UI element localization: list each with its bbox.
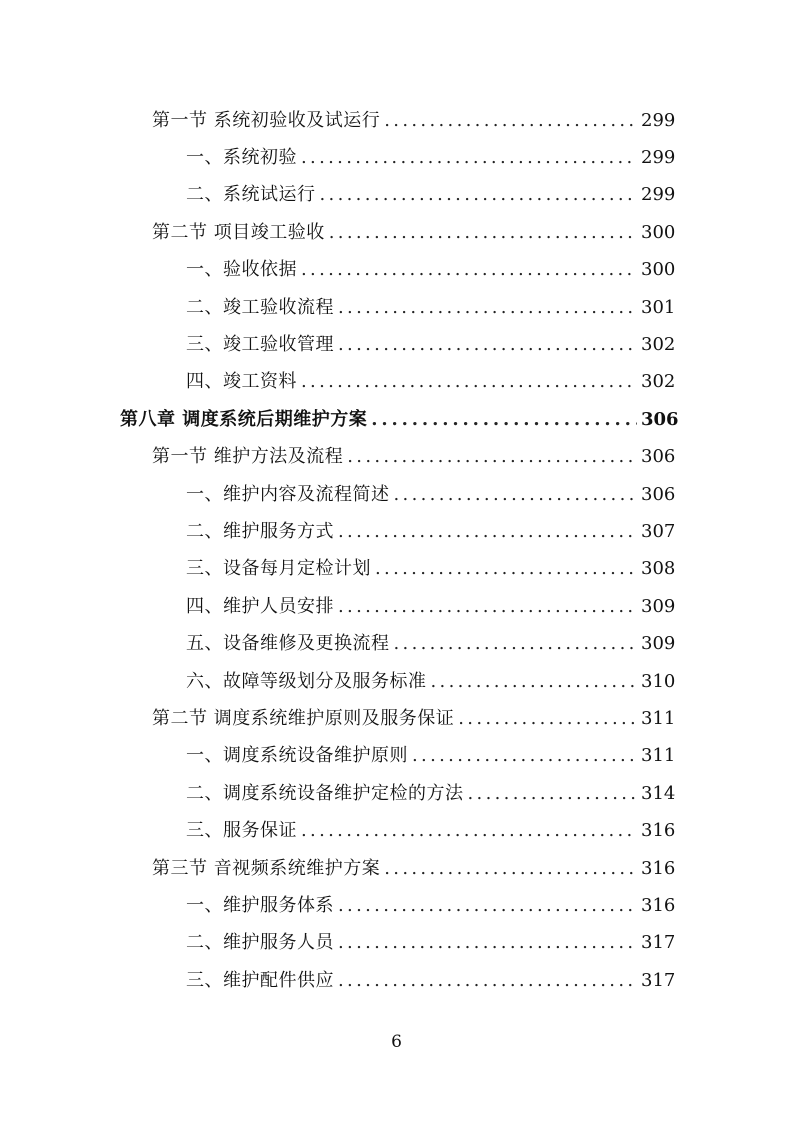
toc-entry bbox=[0, 928, 793, 954]
toc-entry-title: 第一节 系统初验收及试运行 bbox=[152, 109, 381, 131]
toc-entry bbox=[0, 405, 793, 431]
toc-item-row[interactable] bbox=[0, 549, 793, 586]
toc-entry-page: 309 bbox=[641, 595, 676, 617]
toc-entry bbox=[0, 106, 793, 132]
toc-entry-page: 316 bbox=[641, 820, 676, 842]
toc-section-row[interactable] bbox=[0, 848, 793, 885]
toc-leader-dots bbox=[338, 895, 637, 916]
toc-leader-dots bbox=[301, 820, 637, 841]
toc-chapter-row[interactable] bbox=[0, 399, 793, 436]
toc-item-row[interactable] bbox=[0, 885, 793, 922]
table-of-contents bbox=[0, 100, 793, 997]
toc-item-row[interactable] bbox=[0, 623, 793, 660]
toc-entry bbox=[0, 367, 793, 393]
toc-entry bbox=[0, 255, 793, 281]
toc-leader-dots bbox=[468, 783, 638, 804]
toc-entry bbox=[0, 704, 793, 730]
toc-entry bbox=[0, 854, 793, 880]
toc-leader-dots bbox=[329, 222, 637, 243]
toc-leader-dots bbox=[301, 259, 637, 280]
toc-section-row[interactable] bbox=[0, 212, 793, 249]
toc-entry bbox=[0, 629, 793, 655]
toc-leader-dots bbox=[431, 671, 638, 692]
toc-entry bbox=[0, 480, 793, 506]
toc-item-row[interactable] bbox=[0, 773, 793, 810]
toc-entry-page: 299 bbox=[641, 109, 676, 131]
toc-item-row[interactable] bbox=[0, 960, 793, 997]
toc-leader-dots bbox=[384, 858, 637, 879]
toc-section-row[interactable] bbox=[0, 100, 793, 137]
toc-entry-title: 六、故障等级划分及服务标准 bbox=[186, 670, 427, 692]
toc-entry-page: 302 bbox=[641, 371, 676, 393]
toc-entry-page: 300 bbox=[641, 221, 676, 243]
toc-item-row[interactable] bbox=[0, 250, 793, 287]
toc-entry bbox=[0, 554, 793, 580]
toc-entry-page: 301 bbox=[641, 296, 676, 318]
toc-entry bbox=[0, 330, 793, 356]
toc-leader-dots bbox=[375, 558, 637, 579]
toc-entry-title: 一、调度系统设备维护原则 bbox=[186, 745, 408, 767]
page-number: 6 bbox=[391, 1032, 402, 1052]
toc-leader-dots bbox=[412, 745, 637, 766]
toc-entry bbox=[0, 143, 793, 169]
toc-leader-dots bbox=[384, 110, 637, 131]
toc-entry-title: 一、系统初验 bbox=[186, 147, 297, 169]
toc-leader-dots bbox=[347, 446, 637, 467]
toc-entry bbox=[0, 667, 793, 693]
toc-leader-dots bbox=[394, 484, 638, 505]
toc-entry-title: 三、竣工验收管理 bbox=[186, 334, 334, 356]
toc-entry-title: 三、维护配件供应 bbox=[186, 969, 334, 991]
toc-item-row[interactable] bbox=[0, 810, 793, 847]
toc-entry bbox=[0, 517, 793, 543]
toc-entry-title: 第一节 维护方法及流程 bbox=[152, 446, 344, 468]
toc-section-row[interactable] bbox=[0, 698, 793, 735]
toc-item-row[interactable] bbox=[0, 287, 793, 324]
toc-entry-title: 二、调度系统设备维护定检的方法 bbox=[186, 782, 464, 804]
toc-entry-title: 五、设备维修及更换流程 bbox=[186, 633, 390, 655]
toc-entry bbox=[0, 891, 793, 917]
toc-entry bbox=[0, 218, 793, 244]
toc-leader-dots bbox=[338, 334, 637, 355]
toc-entry-page: 314 bbox=[641, 782, 676, 804]
toc-entry-page: 307 bbox=[641, 520, 676, 542]
toc-leader-dots bbox=[371, 409, 637, 430]
toc-section-row[interactable] bbox=[0, 437, 793, 474]
toc-entry bbox=[0, 966, 793, 992]
toc-entry-title: 三、设备每月定检计划 bbox=[186, 558, 371, 580]
toc-item-row[interactable] bbox=[0, 324, 793, 361]
toc-entry-page: 311 bbox=[641, 745, 676, 767]
toc-entry-page: 299 bbox=[641, 147, 676, 169]
toc-entry-title: 第二节 调度系统维护原则及服务保证 bbox=[152, 707, 455, 729]
toc-item-row[interactable] bbox=[0, 362, 793, 399]
toc-entry bbox=[0, 816, 793, 842]
toc-item-row[interactable] bbox=[0, 137, 793, 174]
toc-entry-page: 316 bbox=[641, 857, 676, 879]
toc-entry-page: 309 bbox=[641, 633, 676, 655]
toc-entry-page: 300 bbox=[641, 259, 676, 281]
toc-item-row[interactable] bbox=[0, 586, 793, 623]
toc-entry-title: 第八章 调度系统后期维护方案 bbox=[120, 408, 368, 430]
toc-leader-dots bbox=[320, 184, 638, 205]
toc-entry-page: 317 bbox=[641, 932, 676, 954]
toc-entry-title: 四、维护人员安排 bbox=[186, 595, 334, 617]
toc-entry-page: 317 bbox=[641, 969, 676, 991]
toc-entry-page: 299 bbox=[641, 184, 676, 206]
toc-leader-dots bbox=[338, 297, 637, 318]
toc-entry-title: 一、维护内容及流程简述 bbox=[186, 483, 390, 505]
toc-leader-dots bbox=[338, 932, 637, 953]
toc-leader-dots bbox=[338, 521, 637, 542]
toc-entry-page: 310 bbox=[641, 670, 676, 692]
toc-item-row[interactable] bbox=[0, 474, 793, 511]
toc-item-row[interactable] bbox=[0, 511, 793, 548]
toc-entry-title: 三、服务保证 bbox=[186, 820, 297, 842]
toc-entry-page: 306 bbox=[641, 446, 676, 468]
toc-entry-title: 一、验收依据 bbox=[186, 259, 297, 281]
toc-entry-title: 二、竣工验收流程 bbox=[186, 296, 334, 318]
toc-entry bbox=[0, 779, 793, 805]
toc-entry-title: 第三节 音视频系统维护方案 bbox=[152, 857, 381, 879]
toc-entry-title: 第二节 项目竣工验收 bbox=[152, 221, 325, 243]
toc-entry-title: 四、竣工资料 bbox=[186, 371, 297, 393]
toc-entry bbox=[0, 180, 793, 206]
toc-leader-dots bbox=[338, 970, 637, 991]
toc-entry-title: 二、系统试运行 bbox=[186, 184, 316, 206]
toc-entry bbox=[0, 592, 793, 618]
toc-entry-page: 306 bbox=[641, 483, 676, 505]
toc-item-row[interactable] bbox=[0, 923, 793, 960]
toc-entry-page: 308 bbox=[641, 558, 676, 580]
toc-entry-page: 316 bbox=[641, 894, 676, 916]
toc-entry-page: 306 bbox=[641, 408, 679, 430]
toc-entry bbox=[0, 741, 793, 767]
toc-leader-dots bbox=[301, 147, 637, 168]
toc-item-row[interactable] bbox=[0, 736, 793, 773]
toc-entry bbox=[0, 293, 793, 319]
toc-entry-page: 311 bbox=[641, 707, 676, 729]
toc-entry-title: 二、维护服务方式 bbox=[186, 520, 334, 542]
toc-leader-dots bbox=[338, 596, 637, 617]
toc-leader-dots bbox=[458, 708, 637, 729]
toc-leader-dots bbox=[301, 371, 637, 392]
toc-item-row[interactable] bbox=[0, 175, 793, 212]
toc-entry-title: 一、维护服务体系 bbox=[186, 894, 334, 916]
toc-item-row[interactable] bbox=[0, 661, 793, 698]
toc-entry-page: 302 bbox=[641, 334, 676, 356]
toc-leader-dots bbox=[394, 633, 638, 654]
toc-entry-title: 二、维护服务人员 bbox=[186, 932, 334, 954]
toc-entry bbox=[0, 442, 793, 468]
